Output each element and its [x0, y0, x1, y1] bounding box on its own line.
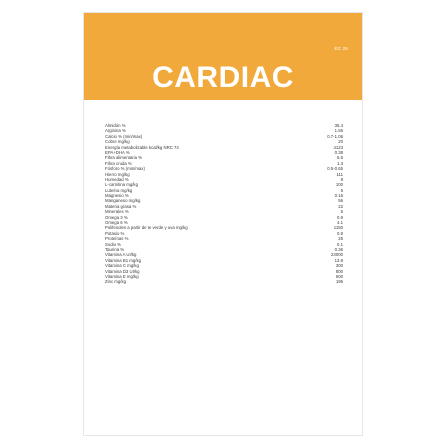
product-sheet	[83, 12, 363, 436]
nutrient-value: 1.3	[337, 160, 343, 166]
nutrient-label: Proteínas %	[105, 236, 129, 242]
nutrient-value: 5.6	[337, 155, 343, 161]
nutrient-value: 300	[335, 263, 343, 269]
nutrient-value: 800	[335, 268, 343, 274]
nutrient-value: 0.38	[334, 149, 343, 155]
nutrient-table	[105, 123, 343, 285]
nutrient-value: 56	[338, 198, 343, 204]
nutrient-label: EPA+DHA %	[105, 149, 130, 155]
nutrient-label: Taurina %	[105, 246, 125, 252]
nutrient-value: 100	[335, 182, 343, 188]
nutrient-value: 4123	[333, 144, 343, 150]
nutrient-label: Fibra alimentaria %	[105, 155, 143, 161]
nutrient-label: Vitamina D3 UI/kg	[105, 268, 140, 274]
nutrient-value: 195	[335, 279, 343, 285]
nutrient-label: Vitamina E mg/kg	[105, 273, 139, 279]
nutrient-label: L-carnitina mg/kg	[105, 182, 138, 188]
nutrient-value: 1150	[333, 225, 343, 231]
nutrient-row	[105, 279, 343, 284]
nutrient-label: Vitamina C mg/kg	[105, 263, 139, 269]
nutrient-value: 5	[340, 187, 343, 193]
nutrient-label: Minerales %	[105, 209, 129, 215]
nutrient-label: Fibra cruda %	[105, 160, 132, 166]
nutrient-label: Cobre mg/kg	[105, 139, 130, 145]
nutrient-value: 13.8	[334, 257, 343, 263]
nutrient-value: 0.9	[337, 214, 343, 220]
nutrient-value: 0.8	[337, 230, 343, 236]
nutrient-label: Fósforo % (min/max)	[105, 166, 145, 172]
nutrient-value: 23000	[331, 252, 343, 258]
nutrient-label: Calcio % (min/max)	[105, 133, 143, 139]
nutrient-label: Omega 3 %	[105, 214, 128, 220]
nutrient-value: 0.1	[337, 241, 343, 247]
nutrient-label: Luteína mg/kg	[105, 187, 133, 193]
nutrient-value: 0.7-1.06	[327, 133, 343, 139]
product-title: CARDIAC	[152, 61, 294, 94]
nutrient-value: 5	[340, 209, 343, 215]
nutrient-label: Materia grasa %	[105, 203, 137, 209]
nutrient-label: Zinc mg/kg	[105, 279, 127, 285]
nutrient-value: 0.5-0.65	[327, 166, 343, 172]
product-code: EC 25	[334, 46, 348, 51]
nutrient-value: 0.36	[334, 246, 343, 252]
nutrient-value: 111	[336, 171, 343, 177]
nutrient-label: Potasio %	[105, 230, 125, 236]
nutrient-value: 22	[338, 203, 343, 209]
nutrient-label: Vitamina B1 mg/kg	[105, 257, 141, 263]
nutrient-label: Energía metabolizable kcal/kg NRC 74	[105, 144, 179, 150]
nutrient-label: Almidón %	[105, 123, 126, 128]
nutrient-label: Vitamina A UI/kg	[105, 252, 137, 258]
nutrient-label: Polifenoles a partir de te verde y uva mg/kg	[105, 225, 188, 231]
header-banner	[84, 13, 362, 100]
nutrient-label: Manganeso mg/kg	[105, 198, 141, 204]
nutrient-label: Omega 6 %	[105, 220, 128, 226]
nutrient-label: Arginina %	[105, 128, 126, 134]
nutrient-label: Humedad %	[105, 176, 129, 182]
nutrient-value: 0.15	[334, 193, 343, 199]
nutrient-value: 8	[340, 176, 343, 182]
nutrient-value: 25	[338, 236, 343, 242]
nutrient-label: Sodio %	[105, 241, 122, 247]
nutrient-value: 4.1	[337, 220, 343, 226]
nutrient-value: 600	[335, 273, 343, 279]
nutrient-value: 1.55	[334, 128, 343, 134]
nutrient-value: 35.4	[334, 123, 343, 128]
nutrient-label: Hierro mg/kg	[105, 171, 130, 177]
nutrient-value: 20	[338, 139, 343, 145]
nutrient-label: Magnesio %	[105, 193, 129, 199]
